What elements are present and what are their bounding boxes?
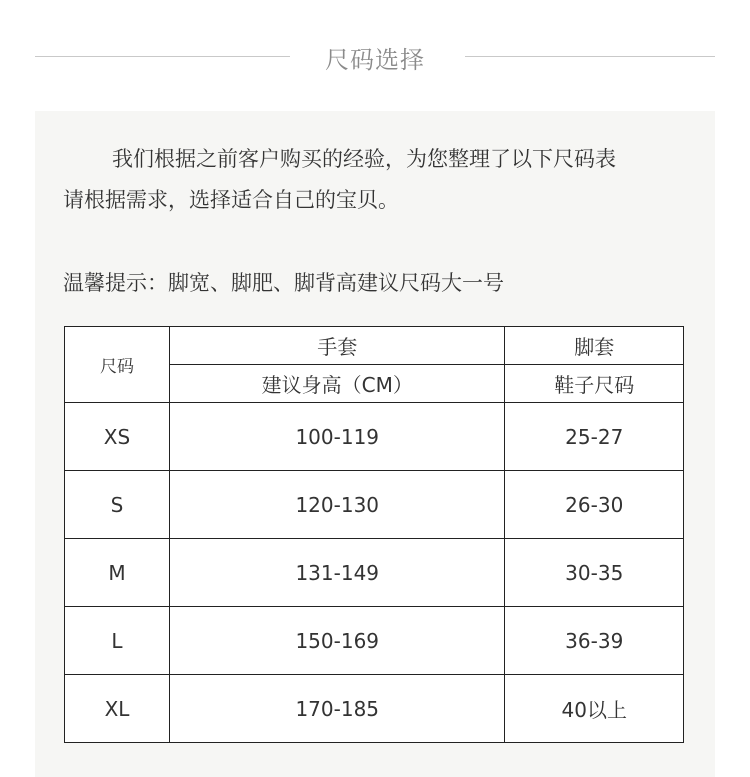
height-cell: 150-169 [170, 607, 505, 675]
height-cell: 170-185 [170, 675, 505, 743]
divider-right [465, 56, 715, 57]
height-cell: 131-149 [170, 539, 505, 607]
shoe-size-cell: 26-30 [505, 471, 684, 539]
size-cell: L [65, 607, 170, 675]
size-panel [35, 111, 715, 777]
intro-line-2: 请根据需求，选择适合自己的宝贝。 [63, 188, 399, 212]
shoe-size-cell: 40以上 [505, 675, 684, 743]
size-chart-table [64, 326, 684, 743]
table-header-row [65, 327, 684, 365]
gloves-subheader: 建议身高（CM） [170, 365, 505, 403]
shoe-size-cell: 30-35 [505, 539, 684, 607]
height-cell: 100-119 [170, 403, 505, 471]
section-title: 尺码选择 [325, 46, 425, 74]
size-cell: XL [65, 675, 170, 743]
table-row [65, 675, 684, 743]
height-cell: 120-130 [170, 471, 505, 539]
table-row [65, 403, 684, 471]
table-row [65, 471, 684, 539]
gloves-header: 手套 [170, 327, 505, 365]
shoe-size-cell: 25-27 [505, 403, 684, 471]
foot-cover-header: 脚套 [505, 327, 684, 365]
section-header [0, 36, 750, 76]
size-cell: S [65, 471, 170, 539]
tip-text: 温馨提示：脚宽、脚肥、脚背高建议尺码大一号 [63, 271, 504, 295]
size-cell: M [65, 539, 170, 607]
size-cell: XS [65, 403, 170, 471]
foot-cover-subheader: 鞋子尺码 [505, 365, 684, 403]
table-row [65, 607, 684, 675]
intro-line-1: 我们根据之前客户购买的经验，为您整理了以下尺码表 [112, 147, 616, 171]
size-column-header: 尺码 [65, 327, 170, 403]
shoe-size-cell: 36-39 [505, 607, 684, 675]
table-row [65, 539, 684, 607]
